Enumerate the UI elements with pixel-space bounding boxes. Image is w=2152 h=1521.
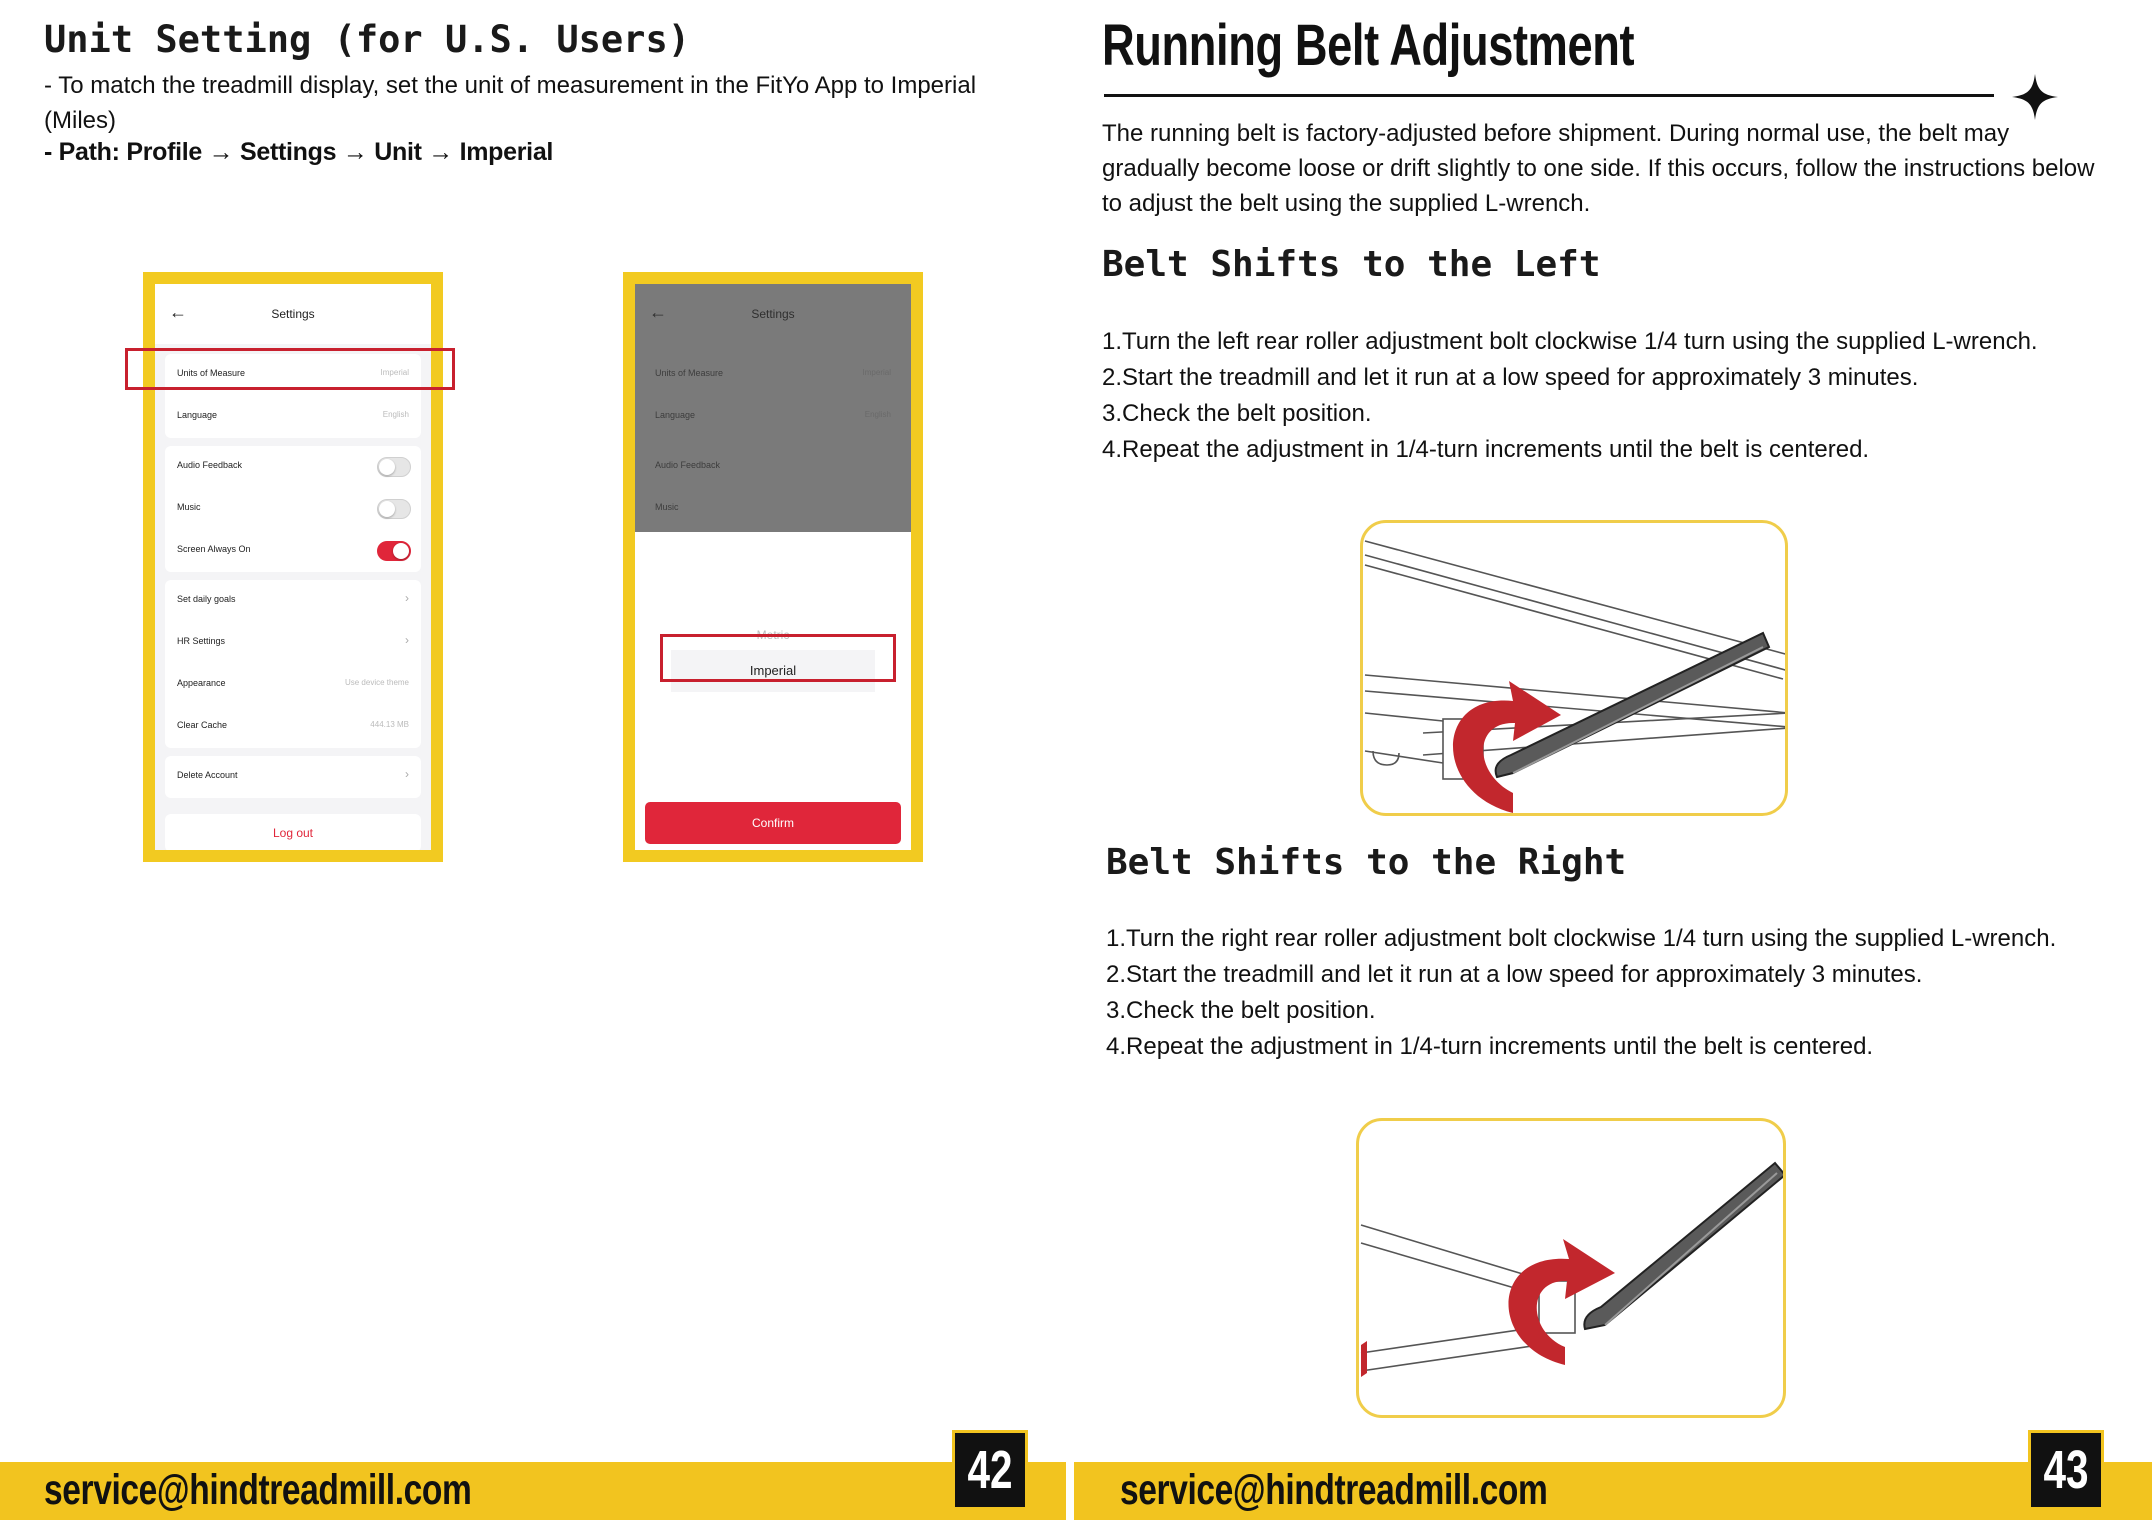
belt-left-step: 3.Check the belt position. — [1102, 400, 1372, 427]
belt-left-step: 4.Repeat the adjustment in 1/4-turn increments until the belt is centered. — [1102, 436, 1870, 463]
hr-settings-row — [165, 622, 421, 663]
page-number-left-text: 42 — [967, 1440, 1013, 1500]
settings-card-more — [165, 580, 421, 748]
language-row — [165, 396, 421, 437]
back-arrow-icon: ← — [649, 302, 667, 322]
screen-always-on-label: Screen Always On — [177, 544, 251, 554]
dimmed-settings-overlay — [635, 284, 911, 532]
sparkle-icon — [2012, 74, 2058, 120]
clear-cache-row — [165, 706, 421, 747]
belt-left-heading: Belt Shifts to the Left — [1102, 244, 1601, 285]
appearance-value: Use device theme — [344, 678, 409, 687]
chevron-right-icon: › — [405, 591, 409, 605]
units-of-measure-label: Units of Measure — [177, 368, 246, 378]
units-of-measure-label: Units of Measure — [655, 368, 724, 378]
delete-account-label: Delete Account — [177, 770, 238, 780]
belt-right-step: 4.Repeat the adjustment in 1/4-turn increments until the belt is centered. — [1106, 1033, 1874, 1060]
screen-always-on-toggle — [377, 541, 411, 561]
belt-right-step: 3.Check the belt position. — [1106, 997, 1376, 1024]
unit-setting-title: Unit Setting (for U.S. Users) — [44, 18, 691, 61]
belt-right-heading: Belt Shifts to the Right — [1106, 842, 1627, 883]
audio-feedback-label: Audio Feedback — [655, 460, 721, 470]
units-of-measure-value: Imperial — [862, 368, 891, 377]
belt-left-steps — [1102, 324, 2112, 468]
page-number-right-text: 43 — [2043, 1440, 2089, 1500]
left-bolt-illustration — [1360, 520, 1788, 816]
audio-feedback-label: Audio Feedback — [177, 460, 243, 470]
settings-card-toggles — [165, 446, 421, 572]
music-row — [165, 488, 421, 529]
settings-title: Settings — [751, 307, 795, 321]
delete-account-row — [165, 756, 421, 797]
settings-title: Settings — [271, 307, 315, 321]
right-bolt-illustration — [1356, 1118, 1786, 1418]
page-number-left — [952, 1430, 1028, 1510]
units-of-measure-value: Imperial — [380, 368, 409, 377]
belt-left-step: 2.Start the treadmill and let it run at a low speed for approximately 3 minutes. — [1102, 364, 1919, 391]
clear-cache-value: 444.13 MB — [370, 720, 409, 729]
screen-always-on-row — [165, 530, 421, 571]
clear-cache-label: Clear Cache — [177, 720, 228, 730]
belt-right-steps — [1106, 921, 2116, 1065]
chevron-right-icon: › — [405, 767, 409, 781]
language-label: Language — [177, 410, 218, 420]
units-highlight-box — [125, 348, 455, 390]
belt-left-step: 1.Turn the left rear roller adjustment bolt clockwise 1/4 turn using the supplied L-wrench. — [1102, 328, 2038, 355]
footer-email-left: service@hindtreadmill.com — [44, 1466, 472, 1514]
daily-goals-row — [165, 580, 421, 621]
confirm-button: Confirm — [645, 802, 901, 844]
appearance-row — [165, 664, 421, 705]
belt-adjustment-intro: The running belt is factory-adjusted before shipment. During normal use, the belt may gradually become loose or drift slightly to one side. If this occurs, follow the instructions below to adjust the belt using the supplied L-wrench. — [1102, 120, 2095, 217]
belt-right-step: 2.Start the treadmill and let it run at a low speed for approximately 3 minutes. — [1106, 961, 1923, 988]
hr-settings-label: HR Settings — [177, 636, 226, 646]
chevron-right-icon: › — [405, 633, 409, 647]
music-label: Music — [177, 502, 201, 512]
unit-setting-text: - To match the treadmill display, set the unit of measurement in the FitYo App to Imperial (Miles) — [44, 72, 977, 134]
language-label: Language — [655, 410, 696, 420]
settings-header — [155, 284, 431, 344]
right-page — [1076, 0, 2152, 1521]
music-label: Music — [655, 502, 679, 512]
back-arrow-icon: ← — [169, 302, 187, 322]
imperial-option: Imperial — [671, 650, 875, 692]
belt-adjustment-title: Running Belt Adjustment — [1102, 13, 1635, 78]
metric-option: Metric — [756, 628, 790, 642]
title-underline — [1104, 94, 1994, 97]
belt-right-step: 1.Turn the right rear roller adjustment bolt clockwise 1/4 turn using the supplied L-wrench. — [1106, 925, 2057, 952]
page-number-right — [2028, 1430, 2104, 1510]
settings-card-account — [165, 756, 421, 798]
imperial-highlight-box — [660, 634, 896, 682]
daily-goals-label: Set daily goals — [177, 594, 236, 604]
audio-feedback-row — [165, 446, 421, 487]
appearance-label: Appearance — [177, 678, 226, 688]
footer-gap — [1066, 1462, 1074, 1520]
audio-feedback-toggle — [377, 457, 411, 477]
language-value: English — [382, 410, 409, 419]
footer-email-right: service@hindtreadmill.com — [1120, 1466, 1548, 1514]
language-value: English — [864, 410, 891, 419]
unit-setting-path: - Path: Profile → Settings → Unit → Imperial — [44, 138, 554, 166]
unit-picker-screenshot — [623, 272, 923, 862]
music-toggle — [377, 499, 411, 519]
log-out-label: Log out — [165, 814, 421, 850]
